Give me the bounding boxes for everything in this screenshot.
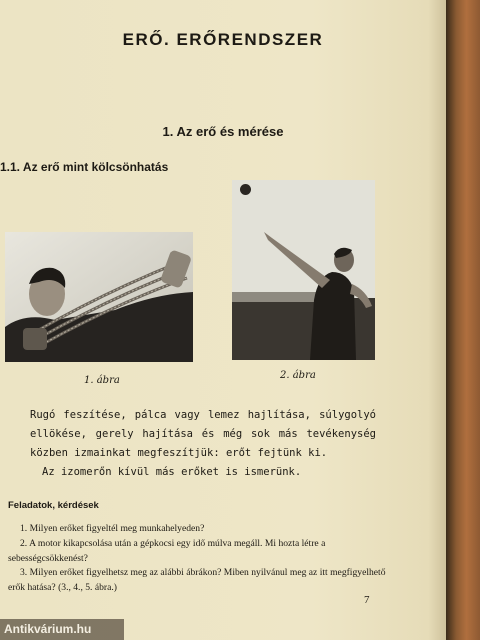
chapter-title: ERŐ. ERŐRENDSZER — [122, 30, 324, 49]
shot-put-illustration — [232, 180, 375, 360]
body-text — [30, 406, 376, 482]
spring-expander-illustration — [5, 232, 193, 362]
watermark: Antikvárium.hu — [0, 619, 124, 640]
figure-2-caption: 2. ábra — [280, 370, 316, 381]
book-spine — [446, 0, 480, 640]
page-number: 7 — [364, 594, 370, 606]
figure-1-photo — [5, 232, 193, 362]
body-paragraph: Az izomerőn kívül más erőket is ismerünk. — [42, 466, 302, 478]
section-title: 1. Az erő és mérése — [162, 124, 284, 139]
exercise-item: 1. Milyen erőket figyeltél meg munkahelyeden? — [20, 523, 205, 534]
exercise-item: 3. Milyen erőket figyelhetsz meg az alábbi ábrákon? Miben nyilvánul meg az itt megfigyelhető erők hatása? (3., 4., 5. ábra.) — [8, 567, 386, 594]
figure-2-photo — [232, 180, 375, 360]
body-paragraph: Rugó feszítése, pálca vagy lemez hajlítása, súlygolyó ellökése, gerely hajítása és még sok más tevékenység közben izmainkat megfeszítjük: erőt fejtünk ki. — [30, 409, 376, 459]
shot-ball — [240, 184, 251, 195]
subsection-title: 1.1. Az erő mint kölcsönhatás — [0, 160, 169, 174]
exercises-heading: Feladatok, kérdések — [8, 500, 99, 511]
exercise-list — [8, 522, 390, 596]
figure-1-caption: 1. ábra — [84, 375, 120, 386]
exercise-item: 2. A motor kikapcsolása után a gépkocsi egy idő múlva megáll. Mi hozta létre a sebességcsökkenést? — [8, 537, 326, 564]
